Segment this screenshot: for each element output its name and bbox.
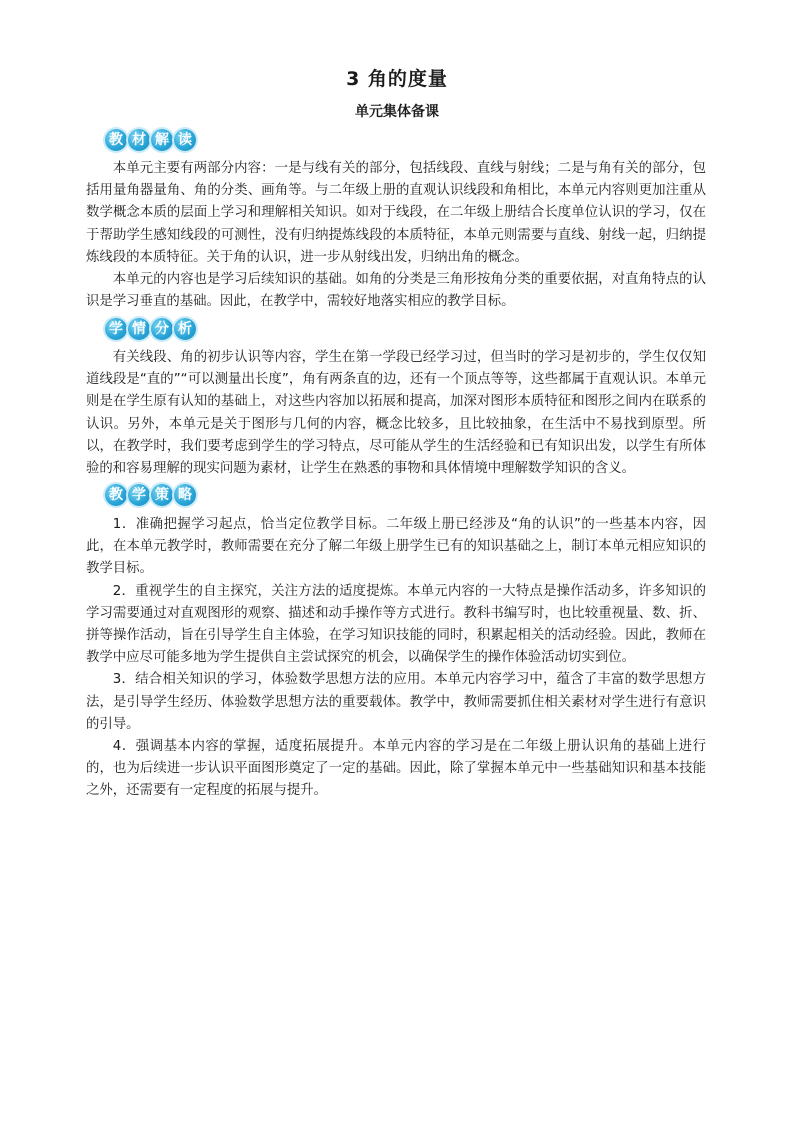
paragraph: 4．强调基本内容的掌握，适度拓展提升。本单元内容的学习是在二年级上册认识角的基础上进行的，也为后续进一步认识平面图形奠定了一定的基础。因此，除了掌握本单元中一些基础知识和基本技能之外，还需要有一定程度的拓展与提升。 [86,739,706,799]
heading-char: 析 [174,318,196,340]
section-heading-badge [105,484,196,506]
heading-char: 情 [128,318,150,340]
document-title: 3 角的度量 [346,68,448,90]
heading-char: 分 [151,318,173,340]
paragraph: 1．准确把握学习起点，恰当定位教学目标。二年级上册已经涉及“角的认识”的一些基本内容，因此，在本单元教学时，教师需要在充分了解二年级上册学生已有的知识基础之上，制订本单元相应知识的教学目标。 [86,517,706,577]
section-heading-badge [105,318,196,340]
heading-char: 教 [105,484,127,506]
heading-char: 材 [128,129,150,151]
section-body [86,347,706,480]
paragraph: 3．结合相关知识的学习，体验数学思想方法的应用。本单元内容学习中，蕴含了丰富的数学思想方法，是引导学生经历、体验数学思想方法的重要载体。教学中，教师需要抓住相关素材对学生进行有意识的引导。 [86,672,706,732]
paragraph: 2．重视学生的自主探究，关注方法的适度提炼。本单元内容的一大特点是操作活动多，许多知识的学习需要通过对直观图形的观察、描述和动手操作等方式进行。教科书编写时，也比较重视量、数、折、拼等操作活动，旨在引导学生自主体验，在学习知识技能的同时，积累起相关的活动经验。因此，教师在教学中应尽可能多地为学生提供自主尝试探究的机会，以确保学生的操作体验活动切实到位。 [86,583,706,666]
heading-char: 读 [174,129,196,151]
section-heading-badge [105,129,196,151]
heading-char: 学 [105,318,127,340]
heading-char: 策 [151,484,173,506]
paragraph: 有关线段、角的初步认识等内容，学生在第一学段已经学习过，但当时的学习是初步的，学生仅仅知道线段是“直的”“可以测量出长度”，角有两条直的边，还有一个顶点等等，这些都属于直观认识。本单元则是在学生原有认知的基础上，对这些内容加以拓展和提高，加深对图形本质特征和图形之间内在联系的认识。另外，本单元是关于图形与几何的内容，概念比较多，且比较抽象，在生活中不易找到原型。所以，在教学时，我们要考虑到学生的学习特点，尽可能从学生的生活经验和已有知识出发，以学生有所体验的和容易理解的现实问题为素材，让学生在熟悉的事物和具体情境中理解数学知识的含义。 [86,350,706,477]
paragraph: 本单元的内容也是学习后续知识的基础。如角的分类是三角形按角分类的重要依据，对直角特点的认识是学习垂直的基础。因此，在教学中，需较好地落实相应的教学目标。 [86,272,706,310]
document-subtitle: 单元集体备课 [355,104,439,120]
heading-char: 略 [174,484,196,506]
heading-char: 学 [128,484,150,506]
paragraph: 本单元主要有两部分内容：一是与线有关的部分，包括线段、直线与射线；二是与角有关的部分，包括用量角器量角、角的分类、画角等。与二年级上册的直观认识线段和角相比，本单元内容则更加注重从数学概念本质的层面上学习和理解相关知识。如对于线段，在二年级上册结合长度单位认识的学习，仅在于帮助学生感知线段的可测性，没有归纳提炼线段的本质特征，本单元则需要与直线、射线一起，归纳提炼线段的本质特征。关于角的认识，进一步从射线出发，归纳出角的概念。 [86,161,706,265]
heading-char: 解 [151,129,173,151]
heading-char: 教 [105,129,127,151]
section-body [86,514,706,803]
section-body [86,158,706,313]
